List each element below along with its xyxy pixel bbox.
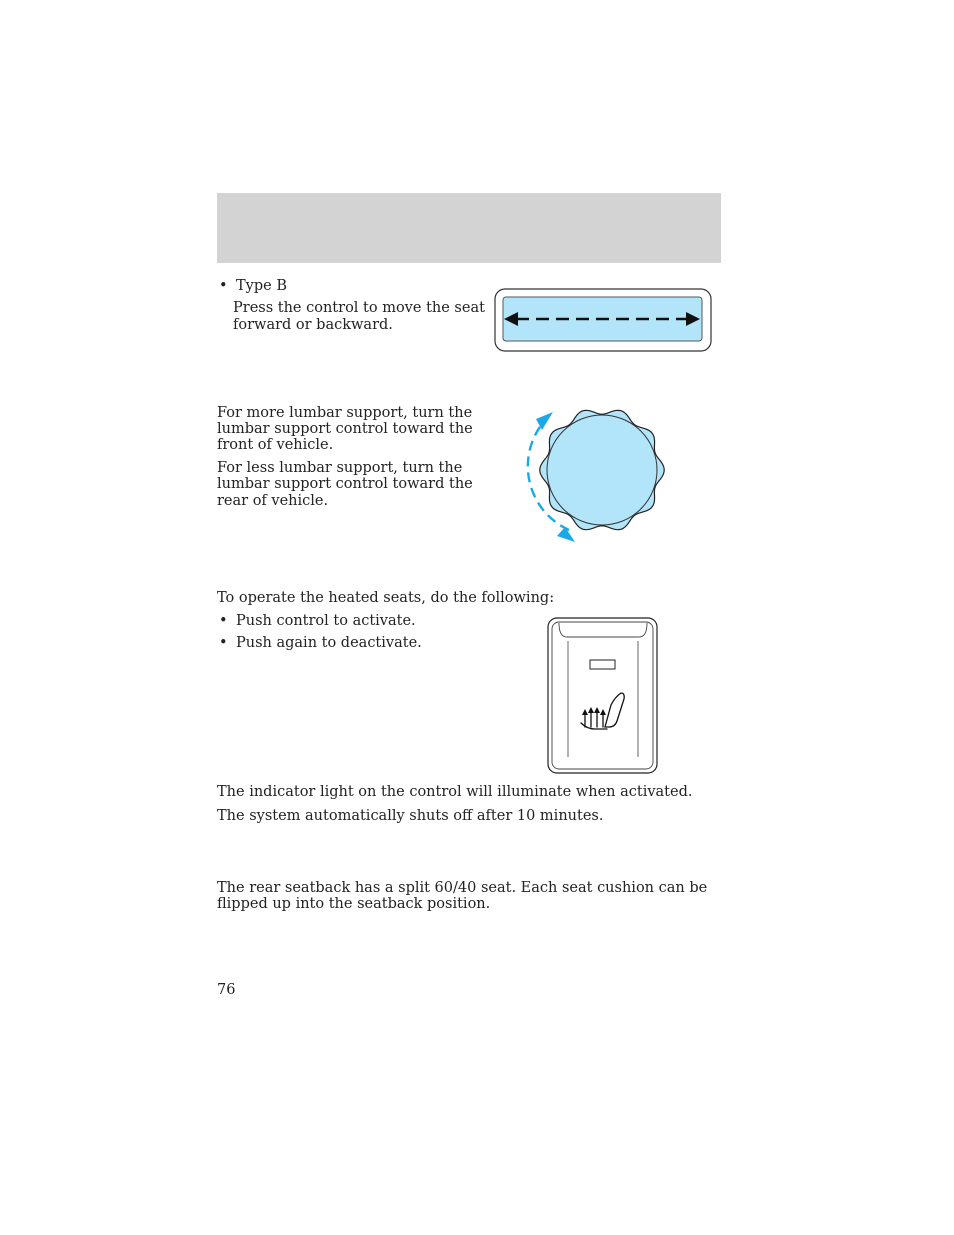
lumbar-more-line-1: For more lumbar support, turn the [217,405,473,421]
bullet-dot: • [219,635,228,651]
type-b-instruction-line-1: Press the control to move the seat [233,300,485,316]
page-number: 76 [217,982,236,998]
bullet-dot: • [219,278,228,294]
bullet-type-b [219,278,287,295]
indicator-light [590,660,615,669]
heated-seat-switch-illustration [547,617,659,775]
lumbar-knob-icon [540,410,664,529]
heated-shutoff-text: The system automatically shuts off after 10 minutes. [217,808,604,824]
heated-bullet-2-text: Push again to deactivate. [236,635,422,651]
rear-seat-line-2: flipped up into the seatback position. [217,896,491,912]
heated-indicator-text: The indicator light on the control will illuminate when activated. [217,784,693,800]
lumbar-less-line-2: lumbar support control toward the [217,476,473,492]
bullet-dot: • [219,613,228,629]
lumbar-more-line-3: front of vehicle. [217,437,334,453]
bullet-label: Type B [236,278,287,294]
type-b-instruction-line-2: forward or backward. [233,317,393,333]
header-band [217,193,721,263]
heated-bullet-2 [219,635,422,652]
heated-bullet-1 [219,613,416,630]
lumbar-more-line-2: lumbar support control toward the [217,421,473,437]
heated-bullet-1-text: Push control to activate. [236,613,416,629]
lumbar-control-illustration [510,400,670,550]
lumbar-less-line-1: For less lumbar support, turn the [217,460,463,476]
rear-seat-line-1: The rear seatback has a split 60/40 seat. Each seat cushion can be [217,880,708,896]
seat-track-control-illustration [494,288,712,352]
lumbar-less-line-3: rear of vehicle. [217,493,329,509]
heated-intro: To operate the heated seats, do the following: [217,590,555,606]
